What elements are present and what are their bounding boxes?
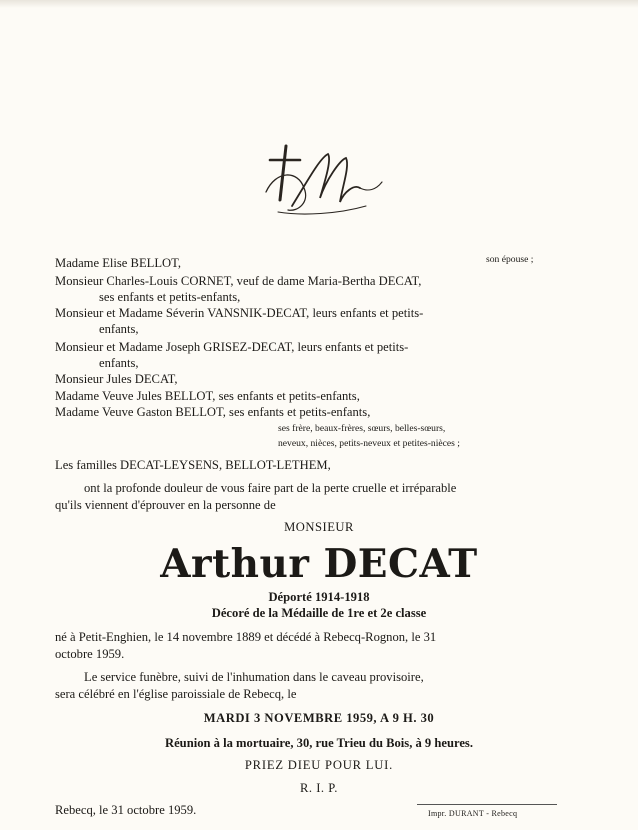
family-line-spouse: Madame Elise BELLOT, bbox=[55, 256, 182, 270]
birth-death-line-2: octobre 1959. bbox=[55, 647, 125, 661]
birth-death-line-1: né à Petit-Enghien, le 14 novembre 1889 et décédé à Rebecq-Rognon, le 31 bbox=[55, 630, 437, 644]
service-line-1: Le service funèbre, suivi de l'inhumation dans le caveau provisoire, bbox=[84, 670, 424, 684]
place-date: Rebecq, le 31 octobre 1959. bbox=[55, 803, 197, 817]
family-line-3b: enfants, bbox=[99, 322, 139, 336]
announcement-line-1: ont la profonde douleur de vous faire part de la perte cruelle et irréparable bbox=[84, 481, 457, 495]
family-line-6: Madame Veuve Jules BELLOT, ses enfants et petits-enfants, bbox=[55, 389, 360, 403]
family-line-3: Monsieur et Madame Séverin VANSNIK-DECAT, leurs enfants et petits- bbox=[55, 306, 424, 320]
cross-monogram-icon bbox=[258, 140, 388, 220]
honorific: MONSIEUR bbox=[284, 520, 354, 534]
meeting-place: Réunion à la mortuaire, 30, rue Trieu du Bois, à 9 heures. bbox=[165, 736, 473, 750]
family-line-7: Madame Veuve Gaston BELLOT, ses enfants et petits-enfants, bbox=[55, 405, 371, 419]
family-line-4: Monsieur et Madame Joseph GRISEZ-DECAT, leurs enfants et petits- bbox=[55, 340, 409, 354]
family-line-8: ses frère, beaux-frères, sœurs, belles-sœurs, bbox=[278, 423, 446, 434]
service-line-2: sera célébré en l'église paroissiale de Rebecq, le bbox=[55, 687, 297, 701]
family-line-2b: ses enfants et petits-enfants, bbox=[99, 290, 241, 304]
printer-rule bbox=[417, 804, 557, 805]
paper-edge bbox=[0, 0, 638, 8]
rip: R. I. P. bbox=[300, 781, 338, 795]
deceased-subtitle-1: Déporté 1914-1918 bbox=[268, 590, 370, 604]
family-line-spouse-role: son épouse ; bbox=[486, 254, 534, 265]
family-line-4b: enfants, bbox=[99, 356, 139, 370]
deceased-subtitle-2: Décoré de la Médaille de 1re et 2e classe bbox=[211, 606, 427, 620]
printer-credit: Impr. DURANT - Rebecq bbox=[428, 809, 518, 818]
deceased-name: Arthur DECAT bbox=[160, 541, 478, 587]
family-line-9: neveux, nièces, petits-neveux et petites-nièces ; bbox=[278, 438, 460, 449]
family-line-5: Monsieur Jules DECAT, bbox=[55, 372, 178, 386]
family-line-10: Les familles DECAT-LEYSENS, BELLOT-LETHEM, bbox=[55, 458, 331, 472]
announcement-line-2: qu'ils viennent d'éprouver en la personne de bbox=[55, 498, 276, 512]
service-date: MARDI 3 NOVEMBRE 1959, A 9 H. 30 bbox=[203, 711, 435, 725]
family-line-2: Monsieur Charles-Louis CORNET, veuf de dame Maria-Bertha DECAT, bbox=[55, 274, 422, 288]
prayer: PRIEZ DIEU POUR LUI. bbox=[244, 758, 394, 772]
